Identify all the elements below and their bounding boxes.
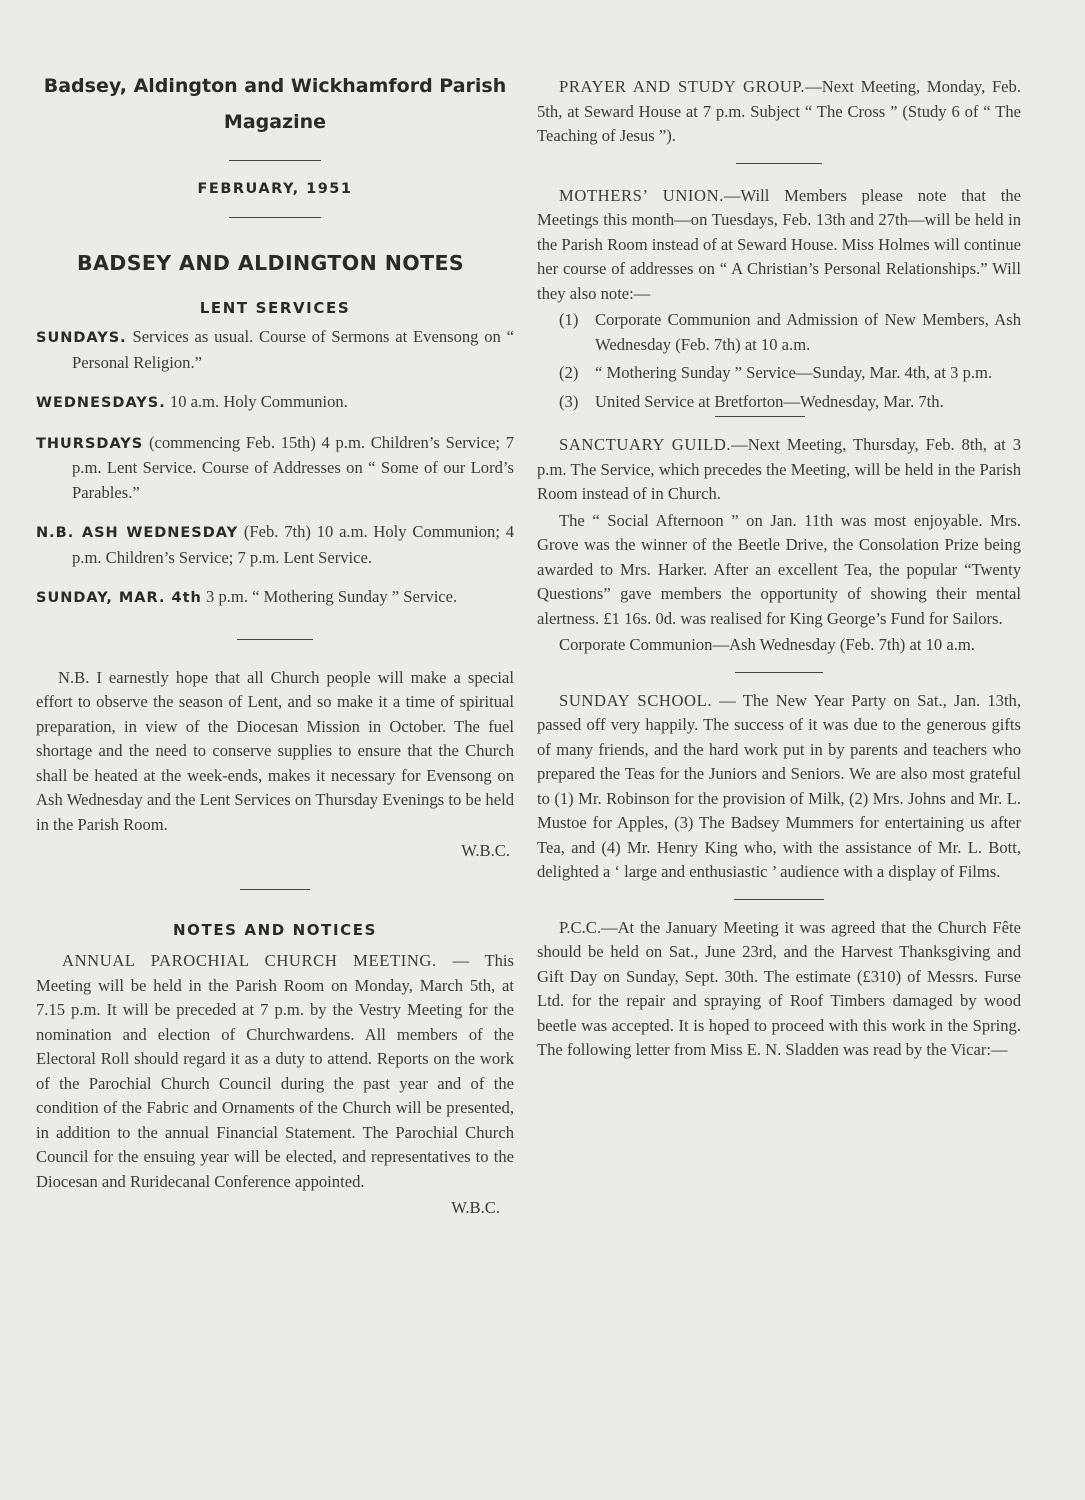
left-column: [36, 0, 514, 1218]
mothers-union-title: MOTHERS’ UNION.: [559, 185, 724, 205]
sanctuary-guild-title: SANCTUARY GUILD.: [559, 435, 732, 454]
divider: [715, 416, 805, 417]
corporate-communion-paragraph: Corporate Communion—Ash Wednesday (Feb. 7th) at 10 a.m.: [559, 635, 975, 654]
prayer-study-paragraph: [537, 75, 1021, 149]
lent-item-text: (commencing Feb. 15th) 4 p.m. Children’s Service; 7 p.m. Lent Service. Course of Addresses on “ Some of our Lord’s Parables.”: [72, 432, 514, 502]
lent-item-ash-wednesday: [36, 520, 514, 570]
lent-item-label: SUNDAY, MAR. 4th: [36, 590, 202, 606]
nb-signature: W.B.C.: [461, 841, 510, 860]
mothers-union-paragraph: [537, 184, 1021, 307]
mu-list-item: [537, 308, 1021, 357]
lent-item-thursdays: [36, 431, 514, 506]
mu-item-text: “ Mothering Sunday ” Service—Sunday, Mar. 4th, at 3 p.m.: [595, 363, 993, 382]
prayer-study-text: —Next Meeting, Monday, Feb. 5th, at Seward House at 7 p.m. Subject “ The Cross ” (Study 6 of “ The Teaching of Jesus ”).: [537, 77, 1021, 145]
lent-services-list: [36, 325, 514, 611]
mu-list-item: [537, 361, 1021, 386]
apcm-paragraph: [36, 949, 514, 1194]
lent-item-text: 10 a.m. Holy Communion.: [165, 392, 348, 411]
sanctuary-guild-text: —Next Meeting, Thursday, Feb. 8th, at 3 p.m. The Service, which precedes the Meeting, will be held in the Parish Room instead of in Church.: [537, 435, 1021, 503]
masthead-title-line1: Badsey, Aldington and Wickhamford Parish: [43, 75, 507, 97]
divider: [237, 639, 313, 640]
prayer-study-title: PRAYER AND STUDY GROUP.: [559, 77, 806, 96]
masthead-title-line2: Magazine: [223, 111, 327, 133]
sunday-school-title: SUNDAY SCHOOL.: [559, 690, 713, 710]
nb-paragraph: N.B. I earnestly hope that all Church people will make a special effort to observe the season of Lent, and so make it a time of spiritual preparation, in view of the Diocesan Mission in October. The fuel shortage and the need to conserve supplies to ensure that the Church shall be heated at the week-ends, makes it necessary for Evensong on Ash Wednesday and the Lent Services on Thursday Evenings to be held in the Parish Room.: [36, 667, 514, 834]
apcm-title: ANNUAL PAROCHIAL CHURCH MEETING. —: [62, 951, 470, 970]
social-afternoon-paragraph: The “ Social Afternoon ” on Jan. 11th was most enjoyable. Mrs. Grove was the winner of the Beetle Drive, the Consolation Prize being awarded to Mrs. Harker. After an excellent Tea, the popular “Twenty Questions” gave members the opportunity of showing their mental alertness. £1 16s. 0d. was realised for King George’s Fund for Sailors.: [537, 510, 1021, 628]
lent-item-label: THURSDAYS: [36, 435, 144, 452]
sunday-school-paragraph: [537, 689, 1021, 885]
mu-item-number: (1): [559, 310, 579, 329]
mu-item-text: Corporate Communion and Admission of New Members, Ash Wednesday (Feb. 7th) at 10 a.m.: [595, 310, 1021, 354]
section-heading: BADSEY AND ALDINGTON NOTES: [77, 251, 465, 275]
lent-item-text: (Feb. 7th) 10 a.m. Holy Communion; 4 p.m. Children’s Service; 7 p.m. Lent Service.: [72, 522, 514, 567]
divider: [736, 163, 822, 164]
sanctuary-guild-paragraph: [537, 433, 1021, 507]
lent-services-heading: LENT SERVICES: [199, 299, 351, 317]
lent-item-label: N.B. ASH WEDNESDAY: [36, 525, 239, 541]
lent-item-label: WEDNESDAYS.: [36, 395, 166, 411]
lent-item-text: Services as usual. Course of Sermons at Evensong on “ Personal Religion.”: [72, 327, 514, 372]
mothers-union-text: —Will Members please note that the Meetings this month—on Tuesdays, Feb. 13th and 27th—will be held in the Parish Room instead of at Seward House. Miss Holmes will continue her course of addresses on “ A Christian’s Personal Relationships.” Will they also note:—: [537, 185, 1021, 303]
divider: [229, 217, 321, 218]
pcc-paragraph: P.C.C.—At the January Meeting it was agreed that the Church Fête should be held on Sat., June 23rd, and the Harvest Thanksgiving and Gift Day on Sunday, Sept. 30th. The estimate (£310) of Messrs. Furse Ltd. for the repair and spraying of Roof Timbers damaged by wood beetle was accepted. It is hoped to proceed with this work in the Spring. The following letter from Miss E. N. Sladden was read by the Vicar:—: [537, 917, 1021, 1059]
mu-item-number: (3): [559, 391, 579, 411]
lent-item-wednesdays: [36, 390, 514, 416]
divider: [240, 889, 310, 890]
divider: [735, 672, 823, 673]
sunday-school-text: — The New Year Party on Sat., Jan. 13th, passed off very happily. The success of it was due to the generous gifts of many friends, and the hard work put in by parents and teachers who prepared the Teas for the Juniors and Seniors. We are also most grateful to (1) Mr. Robinson for the provision of Milk, (2) Mrs. Johns and Mr. L. Mustoe for Apples, (3) The Badsey Mummers for entertaining us after Tea, and (4) Mr. Henry King who, with the assistance of Mr. L. Bott, delighted a ‘ large and enthusiastic ’ audience with a display of Films.: [537, 690, 1021, 881]
mu-item-number: (2): [559, 363, 579, 382]
mu-item-text: United Service at Bretforton—Wednesday, Mar. 7th.: [595, 391, 944, 411]
apcm-signature: W.B.C.: [451, 1198, 500, 1217]
lent-item-text: 3 p.m. “ Mothering Sunday ” Service.: [201, 587, 458, 606]
lent-item-mothering-sunday: [36, 585, 514, 611]
lent-item-sundays: [36, 325, 514, 375]
issue-date: FEBRUARY, 1951: [197, 181, 353, 197]
right-column: [537, 0, 1021, 1063]
divider: [229, 160, 321, 161]
apcm-text: This Meeting will be held in the Parish Room on Monday, March 5th, at 7.15 p.m. It will be preceded at 7 p.m. by the Vestry Meeting for the nomination and election of Churchwardens. All members of the Electoral Roll should regard it as a duty to attend. Reports on the work of the Parochial Church Council during the past year and of the condition of the Fabric and Ornaments of the Church will be presented, in addition to the annual Financial Statement. The Parochial Church Council for the ensuing year will be elected, and representatives to the Diocesan and Ruridecanal Conference appointed.: [36, 951, 514, 1191]
mu-list-item: [537, 390, 1021, 415]
notes-heading: NOTES AND NOTICES: [172, 921, 378, 939]
divider: [734, 899, 824, 900]
lent-item-label: SUNDAYS.: [36, 330, 127, 346]
